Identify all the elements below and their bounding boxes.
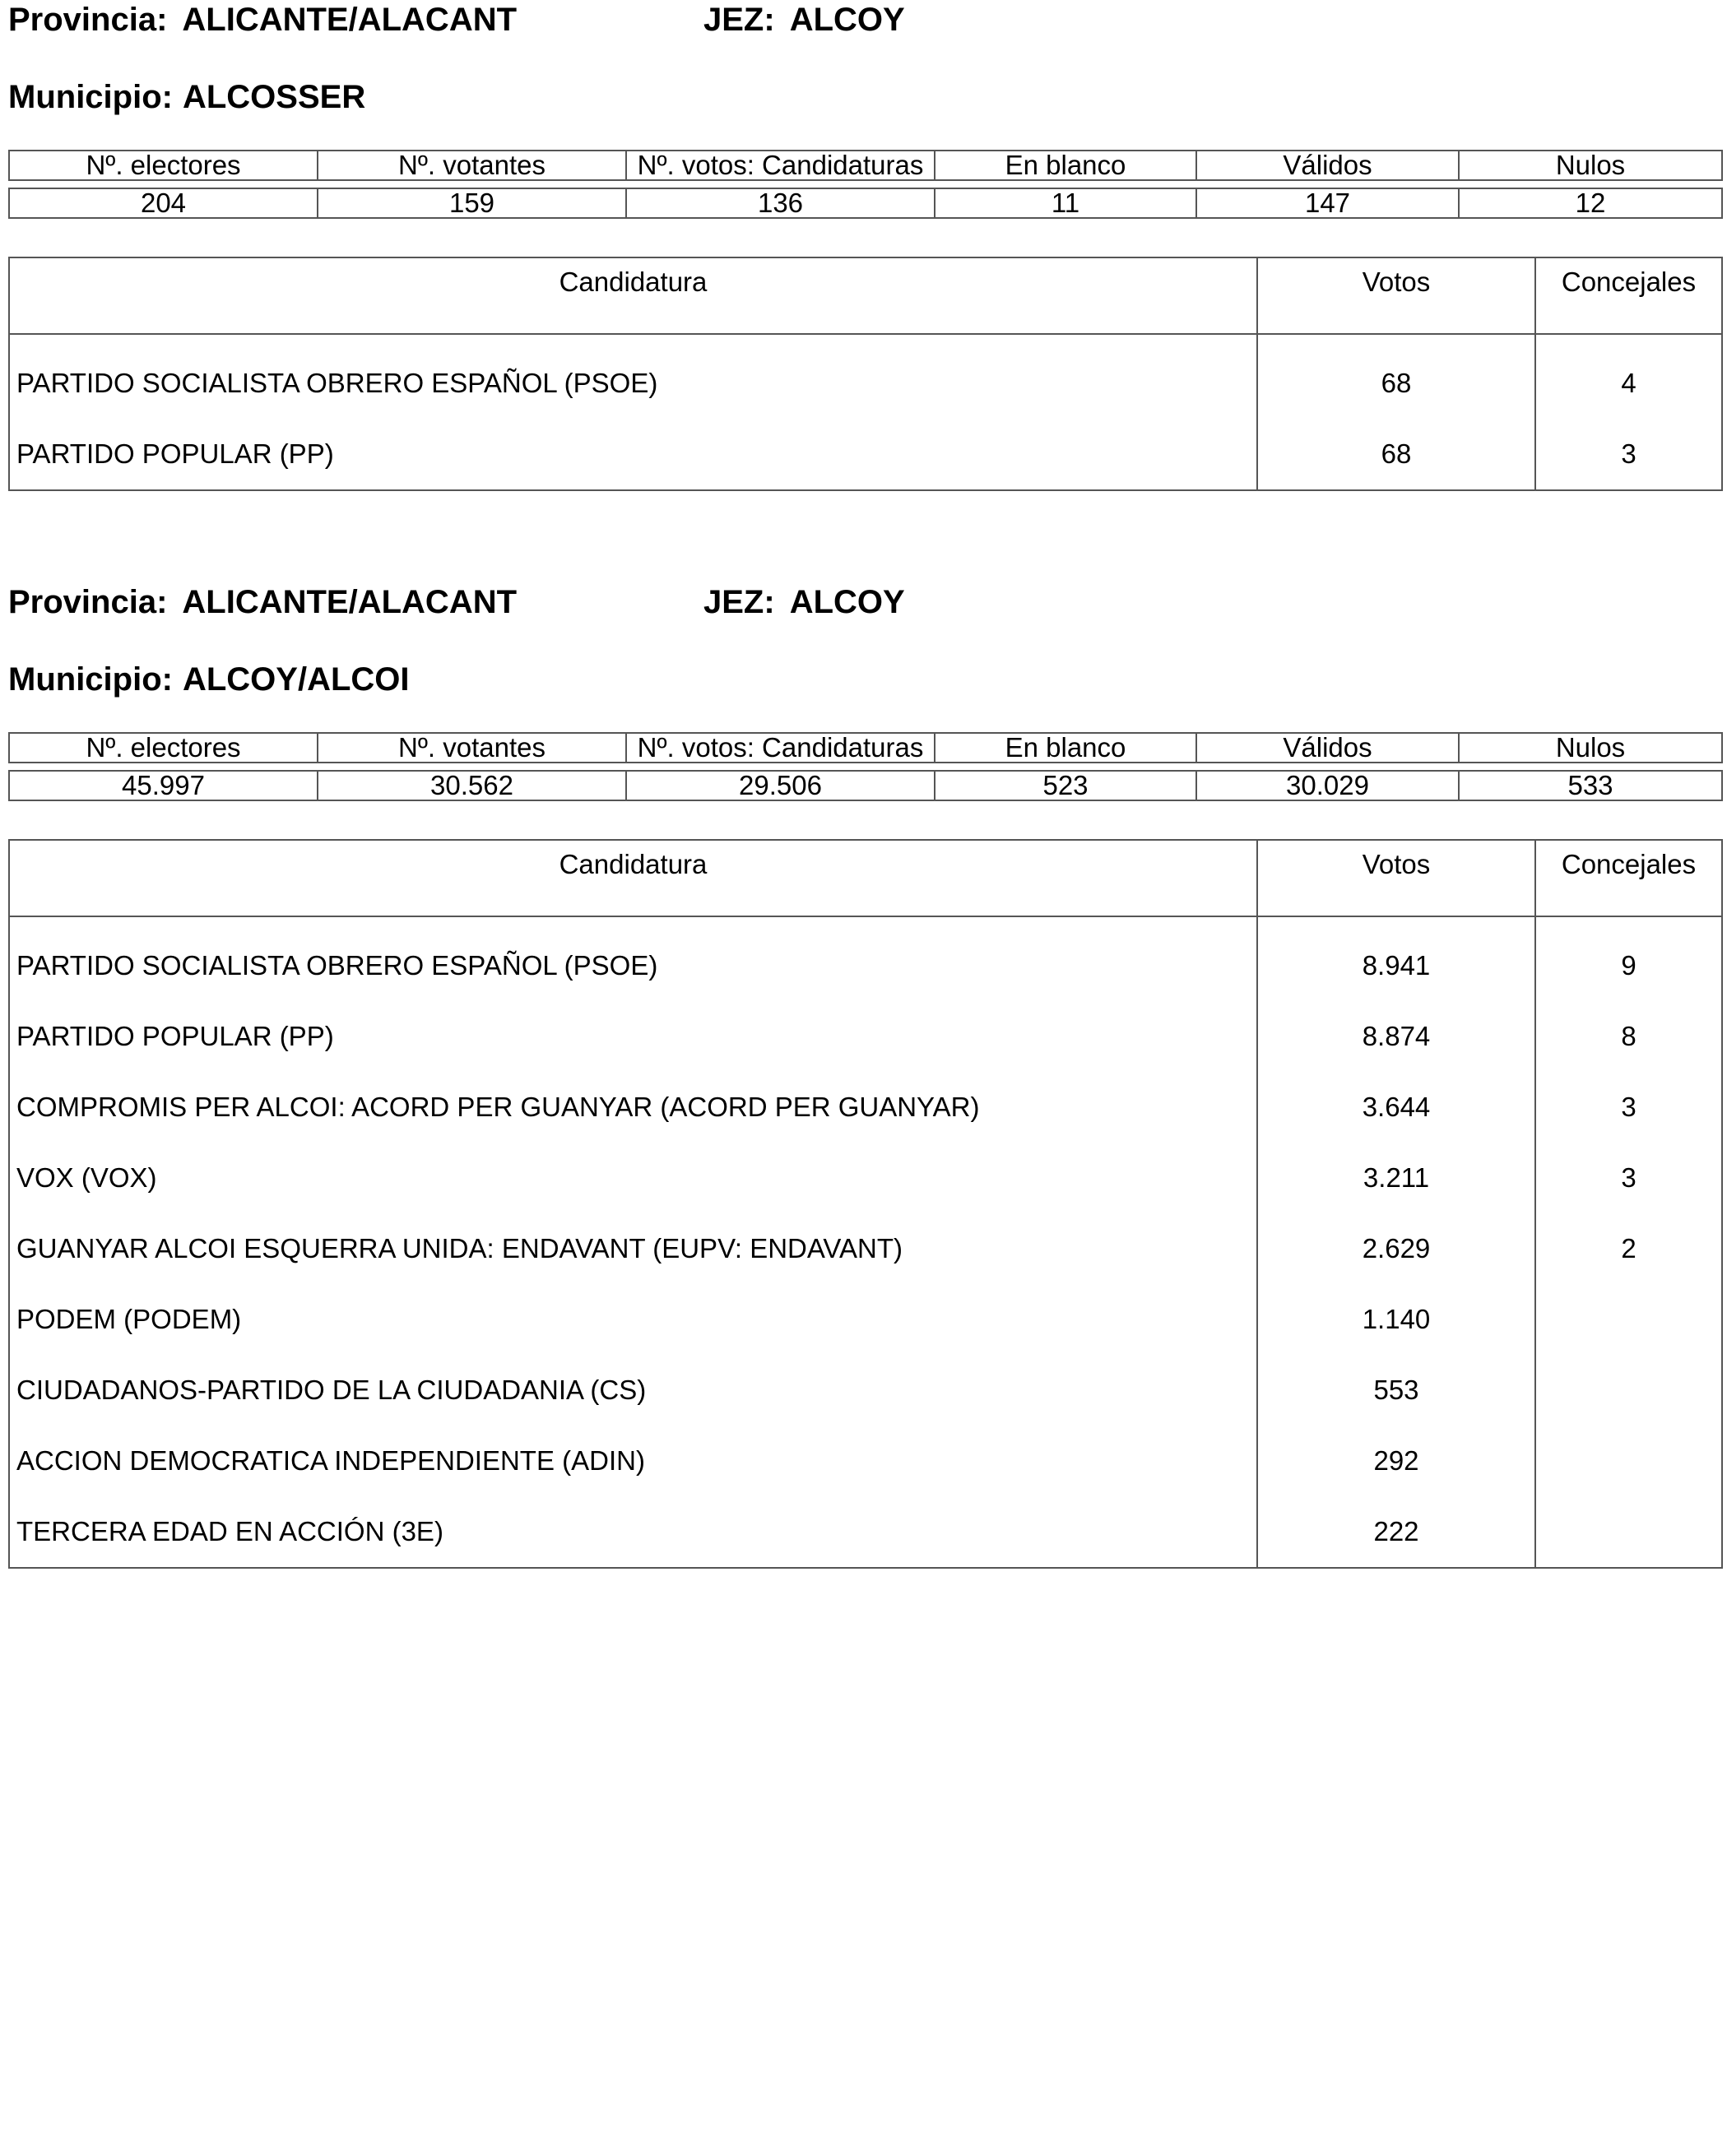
summary-value-cell: 204 (9, 188, 318, 218)
table-row (9, 334, 1722, 419)
concejales-cell: 3 (1535, 1072, 1722, 1143)
votos-cell: 3.211 (1257, 1143, 1535, 1213)
provincia-label: Provincia: (8, 584, 168, 620)
candidatura-cell: TERCERA EDAD EN ACCIÓN (3E) (9, 1496, 1257, 1568)
results-table (8, 257, 1723, 491)
summary-header-row (9, 733, 1722, 763)
summary-value-cell: 30.029 (1196, 771, 1459, 800)
header-votos: Votos (1257, 257, 1535, 334)
summary-header-cell: Nº. votos: Candidaturas (626, 733, 935, 763)
summary-value-cell: 159 (318, 188, 626, 218)
votos-cell: 1.140 (1257, 1284, 1535, 1355)
candidatura-cell: PODEM (PODEM) (9, 1284, 1257, 1355)
summary-header-row (9, 151, 1722, 180)
summary-value-cell: 30.562 (318, 771, 626, 800)
candidatura-cell: VOX (VOX) (9, 1143, 1257, 1213)
summary-header-cell: Nulos (1459, 151, 1722, 180)
summary-value-cell: 533 (1459, 771, 1722, 800)
summary-value-cell: 29.506 (626, 771, 935, 800)
candidatura-cell: GUANYAR ALCOI ESQUERRA UNIDA: ENDAVANT (EUPV: ENDAVANT) (9, 1213, 1257, 1284)
jez-label: JEZ: (703, 584, 775, 620)
municipio-value: ALCOSSER (182, 79, 366, 115)
concejales-cell (1535, 1284, 1722, 1355)
votos-cell: 222 (1257, 1496, 1535, 1568)
summary-table (8, 150, 1723, 219)
votos-cell: 68 (1257, 334, 1535, 419)
concejales-cell: 3 (1535, 419, 1722, 490)
summary-header-cell: Nº. votantes (318, 733, 626, 763)
table-row (9, 1072, 1722, 1143)
votos-cell: 2.629 (1257, 1213, 1535, 1284)
concejales-cell (1535, 1355, 1722, 1426)
header-candidatura: Candidatura (9, 840, 1257, 916)
summary-header-cell: En blanco (935, 733, 1196, 763)
summary-header-cell: Nº. electores (9, 151, 318, 180)
jez-value: ALCOY (789, 2, 905, 38)
summary-value-row (9, 188, 1722, 218)
votos-cell: 553 (1257, 1355, 1535, 1426)
summary-header-cell: Válidos (1196, 151, 1459, 180)
concejales-cell (1535, 1496, 1722, 1568)
candidatura-cell: COMPROMIS PER ALCOI: ACORD PER GUANYAR (ACORD PER GUANYAR) (9, 1072, 1257, 1143)
summary-value-cell: 523 (935, 771, 1196, 800)
summary-value-row (9, 771, 1722, 800)
summary-header-cell: Nº. votantes (318, 151, 626, 180)
summary-value-cell: 45.997 (9, 771, 318, 800)
candidatura-cell: PARTIDO SOCIALISTA OBRERO ESPAÑOL (PSOE) (9, 916, 1257, 1001)
header-candidatura: Candidatura (9, 257, 1257, 334)
provincia-line (8, 582, 517, 622)
candidatura-cell: ACCION DEMOCRATICA INDEPENDIENTE (ADIN) (9, 1426, 1257, 1496)
table-row (9, 1143, 1722, 1213)
results-header-row (9, 257, 1722, 334)
concejales-cell: 2 (1535, 1213, 1722, 1284)
header-votos: Votos (1257, 840, 1535, 916)
provincia-line (8, 0, 517, 39)
votos-cell: 292 (1257, 1426, 1535, 1496)
concejales-cell: 8 (1535, 1001, 1722, 1072)
summary-table (8, 732, 1723, 801)
concejales-cell: 9 (1535, 916, 1722, 1001)
summary-header-cell: Nulos (1459, 733, 1722, 763)
provincia-value: ALICANTE/ALACANT (182, 2, 518, 38)
summary-value-cell: 147 (1196, 188, 1459, 218)
summary-value-cell: 136 (626, 188, 935, 218)
summary-header-cell: Válidos (1196, 733, 1459, 763)
votos-cell: 8.874 (1257, 1001, 1535, 1072)
summary-header-cell: Nº. votos: Candidaturas (626, 151, 935, 180)
concejales-cell (1535, 1426, 1722, 1496)
candidatura-cell: PARTIDO SOCIALISTA OBRERO ESPAÑOL (PSOE) (9, 334, 1257, 419)
jez-label: JEZ: (703, 2, 775, 38)
votos-cell: 68 (1257, 419, 1535, 490)
summary-value-cell: 11 (935, 188, 1196, 218)
table-row (9, 1355, 1722, 1426)
candidatura-cell: PARTIDO POPULAR (PP) (9, 419, 1257, 490)
summary-header-cell: Nº. electores (9, 733, 318, 763)
concejales-cell: 4 (1535, 334, 1722, 419)
municipio-line (8, 660, 410, 699)
concejales-cell: 3 (1535, 1143, 1722, 1213)
municipio-line (8, 77, 365, 117)
table-row (9, 1496, 1722, 1568)
header-concejales: Concejales (1535, 840, 1722, 916)
results-table (8, 839, 1723, 1569)
table-row (9, 1284, 1722, 1355)
provincia-value: ALICANTE/ALACANT (182, 584, 518, 620)
votos-cell: 3.644 (1257, 1072, 1535, 1143)
jez-value: ALCOY (789, 584, 905, 620)
header-concejales: Concejales (1535, 257, 1722, 334)
candidatura-cell: CIUDADANOS-PARTIDO DE LA CIUDADANIA (CS) (9, 1355, 1257, 1426)
table-row (9, 419, 1722, 490)
votos-cell: 8.941 (1257, 916, 1535, 1001)
summary-value-cell: 12 (1459, 188, 1722, 218)
municipio-label: Municipio: (8, 661, 173, 698)
municipio-value: ALCOY/ALCOI (182, 661, 410, 698)
summary-header-cell: En blanco (935, 151, 1196, 180)
table-row (9, 916, 1722, 1001)
municipio-label: Municipio: (8, 79, 173, 115)
jez-line (703, 582, 905, 622)
table-row (9, 1213, 1722, 1284)
table-row (9, 1001, 1722, 1072)
jez-line (703, 0, 905, 39)
results-header-row (9, 840, 1722, 916)
candidatura-cell: PARTIDO POPULAR (PP) (9, 1001, 1257, 1072)
table-row (9, 1426, 1722, 1496)
provincia-label: Provincia: (8, 2, 168, 38)
